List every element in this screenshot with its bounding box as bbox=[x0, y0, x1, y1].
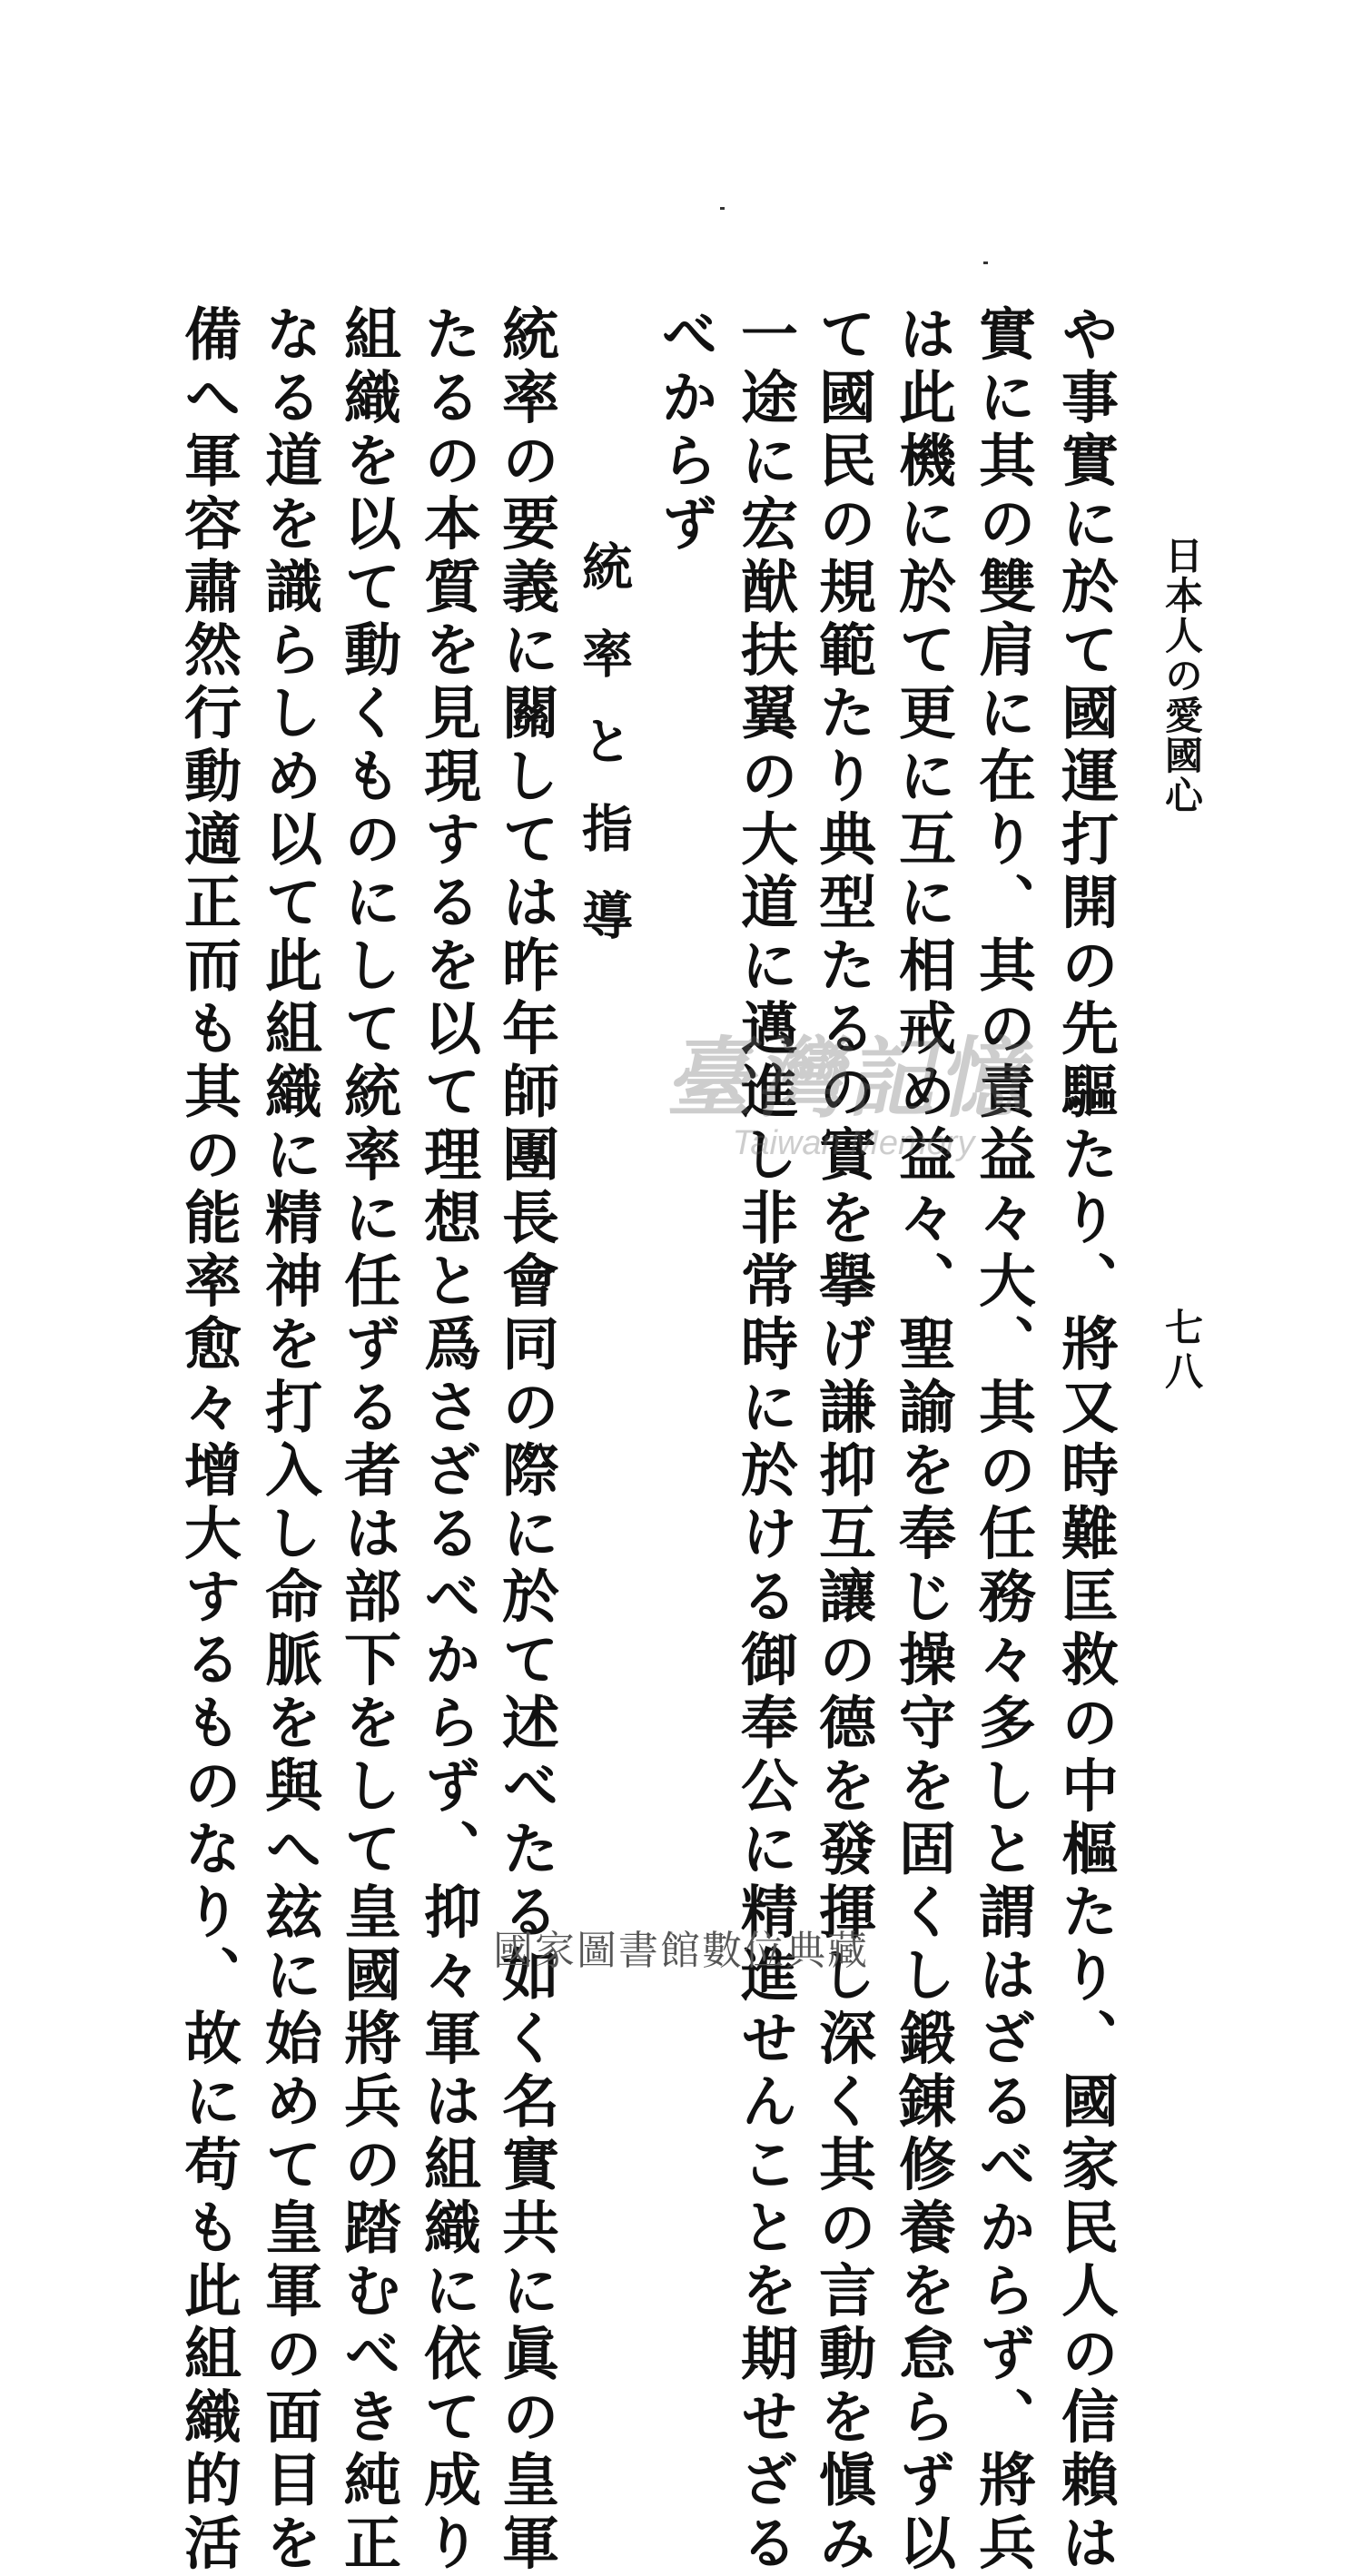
section-heading: 統率と指導 bbox=[574, 540, 634, 976]
text-column-3: は此機に於て更に互に相戒め益々、聖諭を奉じ操守を固くし鍛錬修養を怠らず以 bbox=[890, 304, 957, 2576]
page-number: 七八 bbox=[1160, 1308, 1204, 1395]
running-head: 日本人の愛國心 bbox=[1160, 536, 1204, 815]
text-column-5: 一途に宏猷扶翼の大道に邁進し非常時に於ける御奉公に精進せんことを期せざる bbox=[732, 304, 799, 2576]
footer-library-label: 國家圖書館數位典藏 bbox=[493, 1928, 869, 1974]
watermark-mark: 臺灣記憶 bbox=[661, 1027, 1047, 1130]
text-column-1: や事實に於て國運打開の先驅たり、將又時難匡救の中樞たり、國家民人の信賴は bbox=[1052, 304, 1120, 2576]
section-column-5: 備へ軍容肅然行動適正而も其の能率愈々增大するものなり、故に苟も此組織的活 bbox=[175, 304, 242, 2576]
watermark-text: Taiwan Memory bbox=[732, 1124, 975, 1162]
print-speck bbox=[720, 207, 725, 210]
print-speck bbox=[983, 262, 988, 264]
text-column-2: 實に其の雙肩に在り、其の責益々大、其の任務々多しと謂はざるべからず、將兵 bbox=[970, 304, 1037, 2576]
section-column-3: 組織を以て動くものにして統率に任ずる者は部下をして皇國將兵の踏むべき純正 bbox=[335, 304, 402, 2576]
text-column-4: て國民の規範たり典型たるの實を擧げ謙抑互讓の德を發揮し深く其の言動を愼み bbox=[810, 304, 877, 2576]
section-column-1: 統率の要義に關しては昨年師團長會同の際に於て述べたる如く名實共に眞の皇軍 bbox=[493, 304, 560, 2576]
text-column-6: べからず bbox=[652, 304, 719, 557]
section-column-2: たるの本質を見現するを以て理想と爲さざるべからず、抑々軍は組織に依て成り bbox=[415, 304, 482, 2576]
section-column-4: なる道を識らしめ以て此組織に精神を打入し命脈を與へ玆に始めて皇軍の面目を bbox=[256, 304, 323, 2576]
